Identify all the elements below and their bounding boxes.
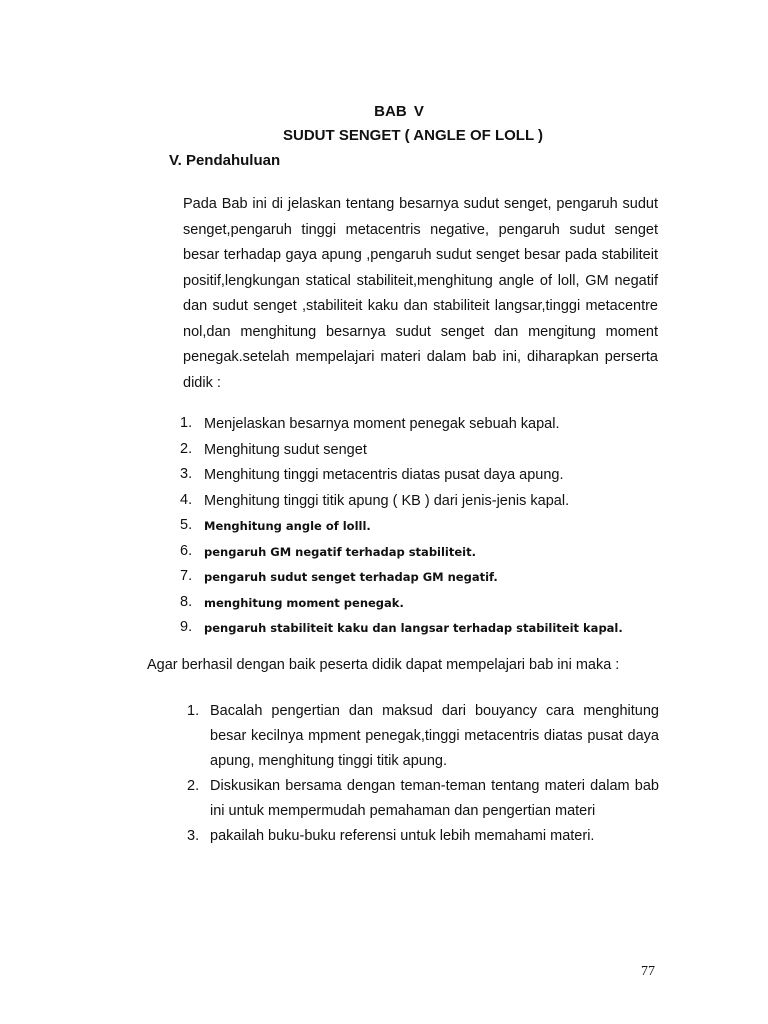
list-item-text: pengaruh sudut senget terhadap GM negatif. bbox=[204, 570, 498, 584]
list-item bbox=[180, 437, 660, 463]
list-number: 1. bbox=[187, 703, 200, 719]
list-item-text: Menghitung tinggi titik apung ( KB ) dari jenis-jenis kapal. bbox=[204, 492, 570, 509]
list-item bbox=[180, 411, 660, 437]
list-item bbox=[180, 513, 660, 539]
steps-list bbox=[187, 699, 659, 849]
list-number: 5. bbox=[180, 517, 193, 533]
list-item bbox=[180, 590, 660, 616]
list-number: 4. bbox=[180, 491, 193, 508]
list-item-text: menghitung moment penegak. bbox=[204, 595, 404, 610]
page-number: 77 bbox=[641, 964, 655, 979]
list-item-text: Menghitung angle of lolll. bbox=[204, 519, 371, 533]
list-item-text: Menghitung tinggi metacentris diatas pusat daya apung. bbox=[204, 467, 564, 483]
list-item bbox=[187, 774, 659, 824]
list-item-text: Diskusikan bersama dengan teman-teman tentang materi dalam bab ini untuk mempermudah pemahaman dan pengertian materi bbox=[210, 778, 659, 819]
list-item-text: pengaruh stabiliteit kaku dan langsar terhadap stabiliteit kapal. bbox=[204, 621, 623, 635]
list-item-text: Menghitung sudut senget bbox=[204, 441, 367, 458]
list-item-text: Bacalah pengertian dan maksud dari bouyancy cara menghitung besar kecilnya mpment penegak,tinggi metacentris diatas pusat daya apung, menghitung tinggi titik apung. bbox=[210, 703, 659, 769]
objectives-list bbox=[180, 411, 660, 641]
list-number: 2. bbox=[180, 440, 193, 457]
list-item bbox=[180, 564, 660, 590]
intro-paragraph: Pada Bab ini di jelaskan tentang besarnya sudut senget, pengaruh sudut senget,pengaruh tinggi metacentris negative, pengaruh sudut senget besar terhadap gaya apung ,pengaruh sudut senget besar pada stabiliteit positif,lengkungan statical stabiliteit,menghitung angle of loll, GM negatif dan sudut senget ,stabiliteit kaku dan stabiliteit langsar,tinggi metacentre nol,dan menghitung besarnya sudut senget dan mengitung moment penegak.setelah mempelajari materi dalam bab ini, diharapkan perserta didik : bbox=[183, 196, 658, 391]
instruction-sentence: Agar berhasil dengan baik peserta didik dapat mempelajari bab ini maka : bbox=[147, 657, 620, 673]
list-number: 3. bbox=[187, 828, 200, 844]
list-item bbox=[180, 462, 660, 488]
list-item bbox=[180, 488, 660, 514]
list-item bbox=[180, 615, 660, 641]
list-number: 3. bbox=[180, 466, 193, 482]
list-item bbox=[180, 539, 660, 565]
list-number: 1. bbox=[180, 415, 193, 431]
list-item bbox=[187, 824, 659, 849]
list-number: 6. bbox=[180, 542, 193, 559]
chapter-heading: BAB V bbox=[374, 103, 424, 120]
list-item-text: pakailah buku-buku referensi untuk lebih memahami materi. bbox=[210, 828, 595, 844]
list-number: 9. bbox=[180, 619, 193, 635]
list-number: 7. bbox=[180, 568, 193, 584]
chapter-title: SUDUT SENGET ( ANGLE OF LOLL ) bbox=[283, 127, 543, 144]
section-heading: V. Pendahuluan bbox=[169, 152, 281, 169]
list-number: 2. bbox=[187, 778, 200, 794]
list-item bbox=[187, 699, 659, 774]
list-item-text: Menjelaskan besarnya moment penegak sebuah kapal. bbox=[204, 416, 560, 432]
list-number: 8. bbox=[180, 593, 193, 610]
list-item-text: pengaruh GM negatif terhadap stabiliteit. bbox=[204, 544, 476, 559]
